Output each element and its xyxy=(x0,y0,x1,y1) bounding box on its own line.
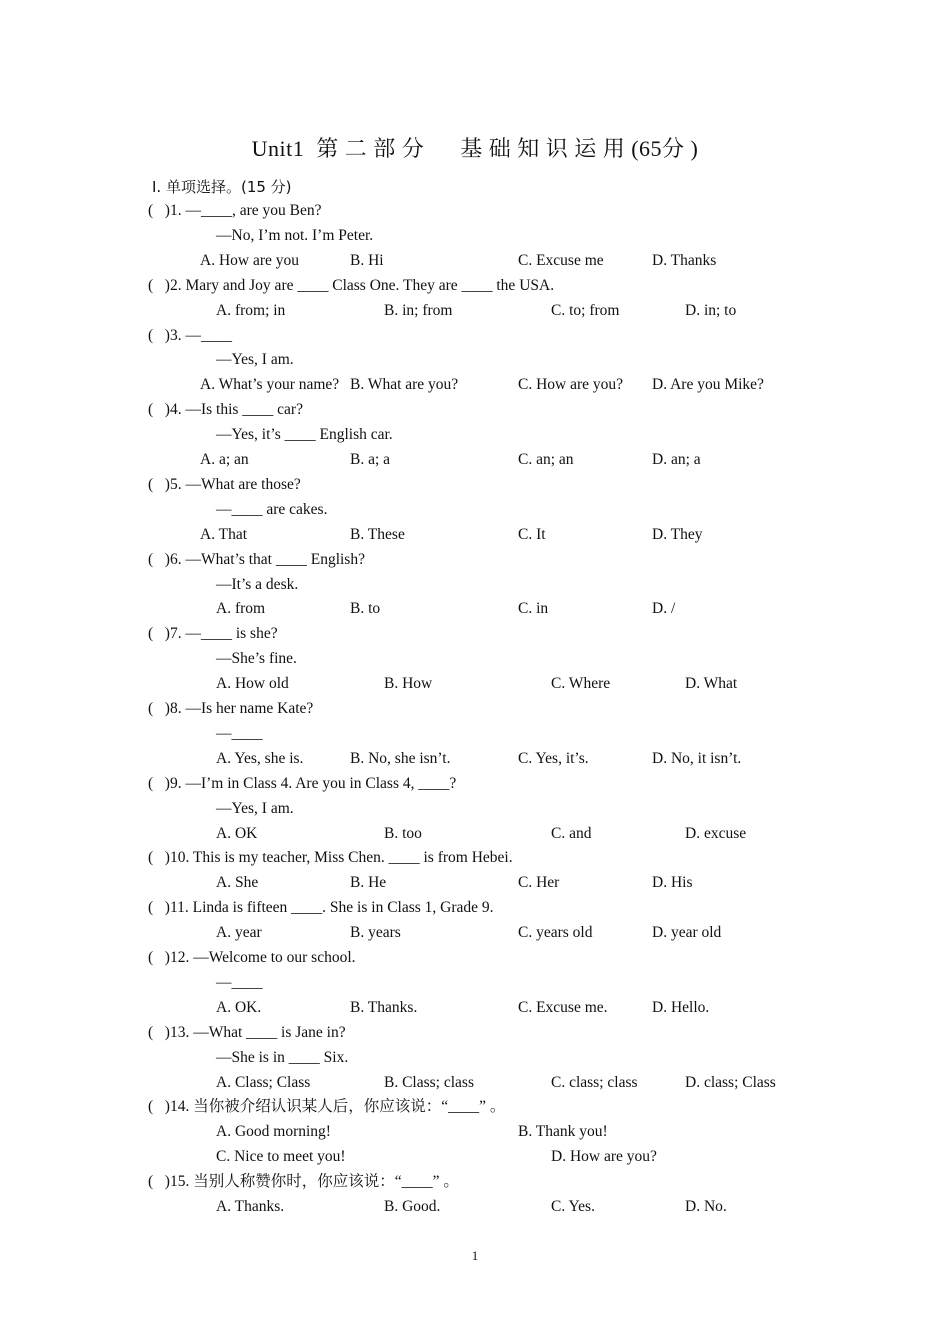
option-c: C. an; an xyxy=(518,451,574,468)
question-stem: ( )10. This is my teacher, Miss Chen. ____ is from Hebei. xyxy=(148,849,513,867)
question-answer-line: —____ are cakes. xyxy=(216,500,328,518)
question-stem: ( )15. 当别人称赞你时，你应该说：“____” 。 xyxy=(148,1173,459,1191)
question-stem: ( )8. —Is her name Kate? xyxy=(148,700,314,717)
option-d: D. No. xyxy=(685,1198,727,1215)
option-d: D. in; to xyxy=(685,301,737,319)
option-d: D. His xyxy=(652,874,693,892)
option-d: D. Hello. xyxy=(652,998,710,1016)
option-a: A. How are you xyxy=(200,251,300,269)
question-answer-line: —She’s fine. xyxy=(216,650,297,668)
option-d: D. year old xyxy=(652,924,722,942)
option-b: B. Thanks. xyxy=(350,998,418,1016)
option-c: C. How are you? xyxy=(518,376,624,394)
option-b: B. to xyxy=(350,600,381,618)
option-a: A. OK. xyxy=(216,998,262,1016)
option-a: A. Good morning! xyxy=(216,1123,331,1141)
option-a: A. year xyxy=(216,924,262,942)
question-stem: ( )1. —____, are you Ben? xyxy=(148,202,322,219)
option-b: B. He xyxy=(350,874,387,892)
question-answer-line: —It’s a desk. xyxy=(216,575,299,593)
option-c: C. Where xyxy=(551,675,611,693)
option-c: C. years old xyxy=(518,924,593,942)
option-a: A. OK xyxy=(216,824,258,842)
question-answer-line: —Yes, it’s ____ English car. xyxy=(216,426,393,444)
question-answer-line: —She is in ____ Six. xyxy=(216,1048,349,1066)
option-c: C. It xyxy=(518,525,546,543)
question-stem: ( )5. —What are those? xyxy=(148,475,301,493)
question-stem: ( )14. 当你被介绍认识某人后，你应该说：“____” 。 xyxy=(148,1098,506,1116)
question-stem: ( )12. —Welcome to our school. xyxy=(148,949,356,966)
option-c: C. Excuse me xyxy=(518,251,604,269)
option-a: A. from; in xyxy=(216,301,286,319)
question-stem: ( )3. —____ xyxy=(148,326,232,344)
option-d: D. What xyxy=(685,675,738,693)
option-c: C. to; from xyxy=(551,301,620,319)
question-stem: ( )7. —____ is she? xyxy=(148,625,278,643)
option-c: C. and xyxy=(551,824,592,842)
section-heading: Ⅰ. 单项选择。(15 分) xyxy=(152,178,292,196)
option-b: B. in; from xyxy=(384,301,453,319)
option-b: B. Good. xyxy=(384,1198,441,1215)
option-a: A. Class; Class xyxy=(216,1073,311,1091)
option-d: D. an; a xyxy=(652,451,701,468)
question-answer-line: —Yes, I am. xyxy=(216,351,294,369)
option-d: D. / xyxy=(652,600,676,618)
option-d: D. class; Class xyxy=(685,1073,776,1091)
option-a: A. What’s your name? xyxy=(200,376,340,394)
question-answer-line: —____ xyxy=(216,724,263,742)
question-answer-line: —No, I’m not. I’m Peter. xyxy=(216,226,374,244)
question-stem: ( )11. Linda is fifteen ____. She is in Class 1, Grade 9. xyxy=(148,899,494,917)
option-a: A. Yes, she is. xyxy=(216,749,304,767)
question-stem: ( )9. —I’m in Class 4. Are you in Class 4, ____? xyxy=(148,774,457,792)
page-number: 1 xyxy=(471,1248,479,1263)
option-a: A. That xyxy=(200,525,248,543)
option-c: C. Yes, it’s. xyxy=(518,749,589,767)
option-b: B. a; a xyxy=(350,451,391,468)
option-c: C. Nice to meet you! xyxy=(216,1148,346,1166)
option-c: C. Her xyxy=(518,874,560,892)
question-stem: ( )6. —What’s that ____ English? xyxy=(148,550,365,568)
page-title: Unit1 第 二 部 分 基 础 知 识 运 用 (65分 ) xyxy=(251,136,699,161)
question-answer-line: —Yes, I am. xyxy=(216,799,294,817)
option-b: B. These xyxy=(350,525,405,543)
question-stem: ( )4. —Is this ____ car? xyxy=(148,401,303,419)
option-b: B. No, she isn’t. xyxy=(350,749,451,767)
question-stem: ( )13. —What ____ is Jane in? xyxy=(148,1023,346,1041)
option-b: B. Thank you! xyxy=(518,1123,608,1141)
option-b: B. years xyxy=(350,924,401,942)
option-d: D. Are you Mike? xyxy=(652,376,764,394)
option-a: A. a; an xyxy=(200,451,249,468)
option-b: B. Hi xyxy=(350,251,384,269)
option-c: C. Excuse me. xyxy=(518,998,608,1016)
question-stem: ( )2. Mary and Joy are ____ Class One. They are ____ the USA. xyxy=(148,276,555,294)
option-b: B. Class; class xyxy=(384,1073,474,1091)
option-d: D. excuse xyxy=(685,824,747,842)
option-c: C. Yes. xyxy=(551,1198,595,1215)
option-d: D. How are you? xyxy=(551,1148,657,1166)
option-c: C. class; class xyxy=(551,1073,638,1091)
option-c: C. in xyxy=(518,600,549,618)
option-a: A. How old xyxy=(216,675,289,693)
option-d: D. They xyxy=(652,525,703,543)
option-d: D. Thanks xyxy=(652,251,717,269)
option-a: A. from xyxy=(216,600,266,618)
option-b: B. What are you? xyxy=(350,376,459,394)
option-b: B. too xyxy=(384,824,422,842)
option-d: D. No, it isn’t. xyxy=(652,749,742,767)
option-a: A. She xyxy=(216,874,259,892)
option-a: A. Thanks. xyxy=(216,1198,285,1215)
question-answer-line: —____ xyxy=(216,973,263,991)
option-b: B. How xyxy=(384,675,433,693)
